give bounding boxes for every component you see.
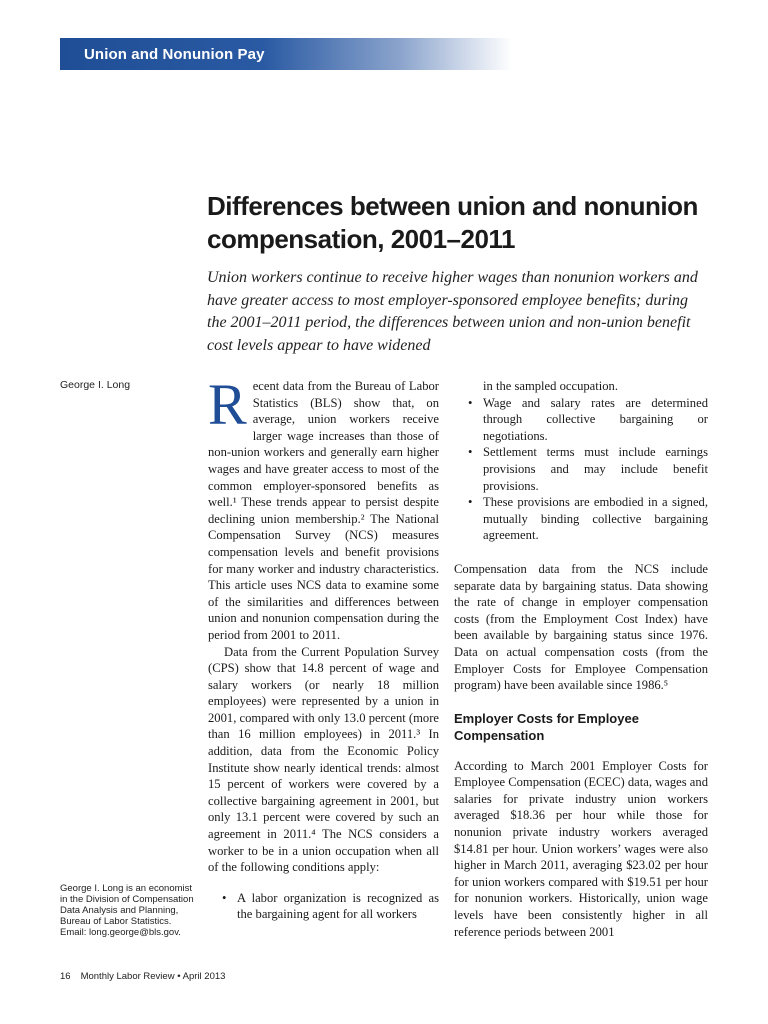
section-banner xyxy=(60,38,512,70)
article-title: Differences between union and nonunion compensation, 2001–2011 xyxy=(207,191,698,254)
paragraph: According to March 2001 Employer Costs for Employee Compensation (ECEC) data, wages and salaries for private industry union workers averaged $18.36 per hour while those for nonunion private industry workers averaged $14.81 per hour. Union workers’ wages were also higher in March 2011, averaging $23.02 per hour for union workers compared with $19.51 per hour for nonunion workers. Historically, union wage levels have been consistently higher in all reference periods between 2001 xyxy=(454,758,708,939)
body-column-1 xyxy=(208,372,439,923)
intro-paragraph: Recent data from the Bureau of Labor Statistics (BLS) show that, on average, union workers receive larger wage increases than those of non-union workers and generally earn higher wages and have greater access to most of the common employer-sponsored benefits as well.¹ These trends appear to persist despite declining union membership.² The National Compensation Survey (NCS) measures compensation levels and benefit provisions for many worker and industry characteristics. This article uses NCS data to examine some of the similarities and differences between union and nonunion compensation during the period from 2001 to 2011. xyxy=(208,372,439,642)
list-item: • Settlement terms must include earnings provisions and may include benefit provisions. xyxy=(454,444,708,494)
page-number: 16 xyxy=(60,971,71,982)
author-bio: George I. Long is an economist in the Division of Compensation Data Analysis and Planning, Bureau of Labor Statistics. Email: long.george@bls.gov. xyxy=(60,883,194,938)
drop-cap: R xyxy=(208,372,247,437)
page-footer xyxy=(60,971,225,982)
conditions-list-continued xyxy=(454,395,708,544)
section-heading: Employer Costs for Employee Compensation xyxy=(454,710,639,743)
section-label: Union and Nonunion Pay xyxy=(84,45,265,63)
list-item: • A labor organization is recognized as the bargaining agent for all workers xyxy=(208,890,439,923)
paragraph: Compensation data from the NCS include separate data by bargaining status. Data showing the rate of change in employer compensation costs (from the Employment Cost Index) have been available by bargaining status since 1976. Data on actual compensation costs (from the Employer Costs for Employee Compensation program) have been available since 1986.⁵ xyxy=(454,561,708,693)
author-name: George I. Long xyxy=(60,379,131,391)
publication-info: Monthly Labor Review • April 2013 xyxy=(80,971,226,982)
conditions-list xyxy=(208,890,439,923)
list-item: • Wage and salary rates are determined through collective bargaining or negotiations. xyxy=(454,395,708,445)
body-column-2 xyxy=(454,378,708,940)
list-item-continuation: in the sampled occupation. xyxy=(483,379,618,393)
list-item: • These provisions are embodied in a signed, mutually binding collective bargaining agreement. xyxy=(454,494,708,544)
paragraph: Data from the Current Population Survey (CPS) show that 14.8 percent of wage and salary workers (or nearly 18 million employees) were represented by a union in 2001, compared with only 13.0 percent (more than 16 million employees) in 2011.³ In addition, data from the Economic Policy Institute show nearly identical trends: almost 15 percent of workers were covered by a collective bargaining agreement in 2001, but only 13.1 percent were covered by such an agreement in 2011.⁴ The NCS considers a worker to be in a union occupation when all of the following conditions apply: xyxy=(208,644,439,875)
article-deck: Union workers continue to receive higher wages than nonunion workers and have greater access to most employer-sponsored employee benefits; during the 2001–2011 period, the differences between union and non-union benefit cost levels appear to have widened xyxy=(207,269,698,354)
